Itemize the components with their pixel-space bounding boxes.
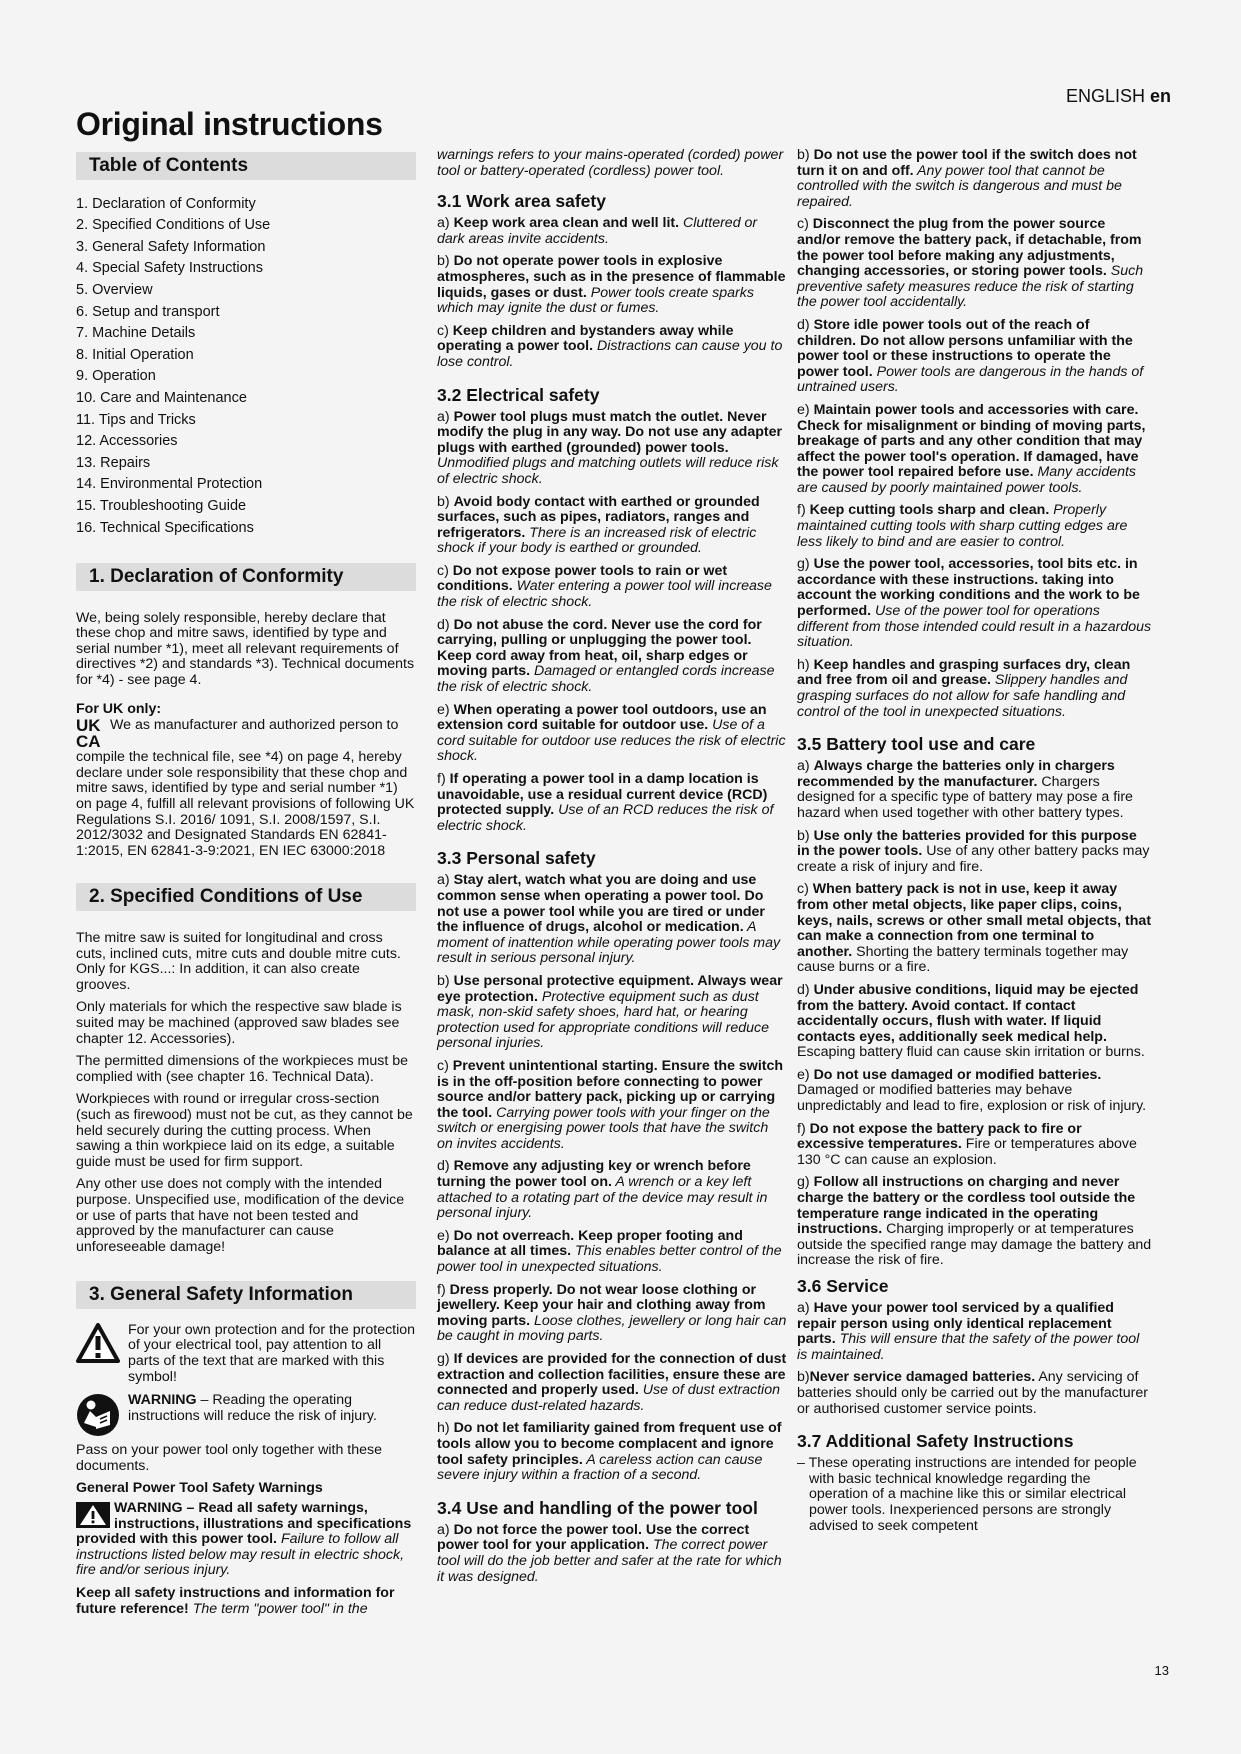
battery-item: b) Use only the batteries provided for this purpose in the power tools. Use of any other battery packs may create a risk of injury and fire. [797, 827, 1150, 875]
uk-only-label: For UK only: [76, 700, 162, 717]
use-handling-item: b) Do not use the power tool if the switch does not turn it on and off. Any power tool that cannot be controlled with the switch is dangerous and must be repaired. [797, 147, 1137, 210]
personal-safety-item: d) Remove any adjusting key or wrench before turning the power tool on. A wrench or a key left attached to a rotating part of the device may result in personal injury. [437, 1158, 768, 1222]
battery-item: a) Always charge the batteries only in chargers recommended by the manufacturer. Chargers designed for a specific type of battery may pose a fire hazard when used together with other battery types. [797, 758, 1133, 821]
work-area-item: b) Do not operate power tools in explosive atmospheres, such as in the presence of flammable liquids, gases or dust. Power tools create sparks which may ignite the dust or fumes. [437, 253, 786, 317]
battery-item: g) Follow all instructions on charging and never charge the battery or the cordless tool outside the temperature range indicated in the operating instructions. Charging improperly or at temperatures outside the specified range may damage the battery and increase the risk of fire. [797, 1174, 1152, 1269]
symbol-note: For your own protection and for the protection of your electrical tool, pay attention to all parts of the text that are marked with this symbol! [76, 1323, 416, 1385]
toc-item[interactable]: 16. Technical Specifications [76, 519, 254, 536]
warnings-continued: warnings refers to your mains-operated (corded) power tool or battery-operated (cordless) power tool. [437, 147, 784, 179]
toc-item[interactable]: 2. Specified Conditions of Use [76, 217, 271, 234]
read-manual-icon [76, 1393, 120, 1437]
battery-heading: 3.5 Battery tool use and care [797, 734, 1036, 755]
conditions-p1b: Only for KGS...: In addition, it can also create grooves. [76, 961, 360, 993]
electrical-item: b) Avoid body contact with earthed or grounded surfaces, such as pipes, radiators, ranges and refrigerators. There is an increased risk of electric shock if your body is earthed or grounded. [437, 493, 760, 557]
electrical-item: c) Do not expose power tools to rain or wet conditions. Water entering a power tool will increase the risk of electric shock. [437, 562, 772, 611]
work-area-heading: 3.1 Work area safety [437, 191, 606, 212]
conditions-p2: Only materials for which the respective saw blade is suited may be machined (approved saw blades see chapter 12. Accessories). [76, 999, 402, 1047]
additional-safety-item: – These operating instructions are intended for people with basic technical knowledge regarding the operation of a machine like this or similar electrical power tools. Inexperienced persons are strongly advised to seek competent [797, 1455, 1137, 1534]
personal-safety-heading: 3.3 Personal safety [437, 848, 596, 869]
conditions-p5: Any other use does not comply with the intended purpose. Unspecified use, modification of the device or use of parts that have not been tested and approved by the manufacturer can cause unforeseeable damage! [76, 1176, 405, 1255]
toc-item[interactable]: 8. Initial Operation [76, 346, 194, 363]
personal-safety-item: g) If devices are provided for the connection of dust extraction and collection facilities, ensure these are connected and properly used. Use of dust extraction can reduce dust-related hazards. [437, 1351, 787, 1414]
service-item: b)Never service damaged batteries. Any servicing of batteries should only be carried out by the manufacturer or authorised customer service points. [797, 1369, 1148, 1417]
use-handling-heading: 3.4 Use and handling of the power tool [437, 1497, 758, 1518]
toc-item[interactable]: 1. Declaration of Conformity [76, 195, 256, 212]
toc-item[interactable]: 10. Care and Maintenance [76, 389, 247, 406]
electrical-heading: 3.2 Electrical safety [437, 384, 600, 405]
use-handling-item: c) Disconnect the plug from the power source and/or remove the battery pack, if detachable, from the power tool before making any adjustments, changing accessories, or storing power tools. Such preventive safety measures reduce the risk of starting the power tool accidentally. [797, 216, 1144, 311]
column-left [76, 152, 416, 1624]
personal-safety-item: f) Dress properly. Do not wear loose clothing or jewellery. Keep your hair and clothing away from moving parts. Loose clothes, jewellery or long hair can be caught in moving parts. [437, 1281, 787, 1345]
work-area-item: c) Keep children and bystanders away while operating a power tool. Distractions can cause you to lose control. [437, 322, 783, 370]
toc-heading: Table of Contents [76, 152, 416, 180]
work-area-item: a) Keep work area clean and well lit. Cluttered or dark areas invite accidents. [437, 215, 758, 247]
toc-item[interactable]: 5. Overview [76, 281, 153, 298]
page-number: 13 [1154, 1663, 1169, 1678]
use-handling-item: a) Do not force the power tool. Use the correct power tool for your application. The correct power tool will do the job better and safer at the rate for which it was designed. [437, 1521, 782, 1585]
use-handling-item: f) Keep cutting tools sharp and clean. Properly maintained cutting tools with sharp cutting edges are less likely to bind and are easier to control. [797, 502, 1128, 550]
ukca-mark-icon: UK CA [76, 716, 101, 752]
electrical-item: e) When operating a power tool outdoors, use an extension cord suitable for outdoor use. Use of a cord suitable for outdoor use reduces the risk of electric shock. [437, 701, 786, 765]
toc-item[interactable]: 12. Accessories [76, 433, 178, 450]
conditions-p3: The permitted dimensions of the workpieces must be complied with (see chapter 16. Technical Data). [76, 1053, 408, 1085]
personal-safety-item: e) Do not overreach. Keep proper footing and balance at all times. This enables better control of the power tool in unexpected situations. [437, 1227, 782, 1276]
electrical-item: d) Do not abuse the cord. Never use the cord for carrying, pulling or unplugging the power tool. Keep cord away from heat, oil, sharp edges or moving parts. Damaged or entangled cords increase the risk of electric shock. [437, 616, 775, 696]
conditions-p1: The mitre saw is suited for longitudinal and cross cuts, inclined cuts, mitre cuts and double mitre cuts. [76, 930, 401, 962]
personal-safety-item: a) Stay alert, watch what you are doing and use common sense when operating a power tool. Do not use a power tool while you are tired or under the influence of drugs, alcohol or medication. A moment of inattention while operating power tools may result in serious personal injury. [437, 872, 781, 967]
additional-safety-heading: 3.7 Additional Safety Instructions [797, 1431, 1074, 1452]
electrical-item: a) Power tool plugs must match the outlet. Never modify the plug in any way. Do not use any adapter plugs with earthed (grounded) power tools. Unmodified plugs and matching outlets will reduce risk of electric shock. [437, 408, 783, 487]
page-title: Original instructions [76, 106, 383, 142]
read-all-warning: WARNING – Read all safety warnings, instructions, illustrations and specifications provided with this power tool. Failure to follow all instructions listed below may result in electric shock, fire and/or serious injury. [76, 1500, 412, 1579]
conditions-p4: Workpieces with round or irregular cross-section (such as firewood) must not be cut, as they cannot be held securely during the cutting process. When sawing a thin workpiece laid on its edge, a suitable guide must be used for firm support. [76, 1091, 413, 1170]
warning-triangle-icon [76, 1323, 120, 1363]
toc-item[interactable]: 14. Environmental Protection [76, 476, 263, 493]
use-handling-item: e) Maintain power tools and accessories with care. Check for misalignment or binding of moving parts, breakage of parts and any other condition that may affect the power tool's operation. If damaged, have the power tool repaired before use. Many accidents are caused by poorly maintained power tools. [797, 401, 1146, 496]
personal-safety-item: b) Use personal protective equipment. Always wear eye protection. Protective equipment such as dust mask, non-skid safety shoes, hard hat, or hearing protection used for appropriate conditions will reduce personal injuries. [437, 972, 783, 1052]
declaration-heading: 1. Declaration of Conformity [76, 563, 416, 591]
use-handling-item: d) Store idle power tools out of the reach of children. Do not allow persons unfamiliar with the power tool or these instructions to operate the power tool. Power tools are dangerous in the hands of untrained users. [797, 316, 1144, 396]
electrical-item: f) If operating a power tool in a damp location is unavoidable, use a residual current device (RCD) protected supply. Use of an RCD reduces the risk of electric shock. [437, 771, 774, 834]
personal-safety-item: h) Do not let familiarity gained from frequent use of tools allow you to become complacent and ignore tool safety principles. A careless action can cause severe injury within a fraction of a second. [437, 1420, 782, 1484]
general-safety-heading: 3. General Safety Information [76, 1281, 416, 1309]
conditions-heading: 2. Specified Conditions of Use [76, 883, 416, 911]
service-item: a) Have your power tool serviced by a qualified repair person using only identical replacement parts. This will ensure that the safety of the power tool is maintained. [797, 1300, 1140, 1363]
toc-item[interactable]: 7. Machine Details [76, 325, 196, 342]
battery-item: d) Under abusive conditions, liquid may be ejected from the battery. Avoid contact. If contact accidentally occurs, flush with water. If liquid contacts eyes, additionally seek medical help. Escaping battery fluid can cause skin irritation or burns. [797, 981, 1145, 1061]
toc-item[interactable]: 3. General Safety Information [76, 238, 266, 255]
toc-item[interactable]: 11. Tips and Tricks [76, 411, 196, 428]
warning-box-icon [76, 1502, 110, 1528]
declaration-text: We, being solely responsible, hereby declare that these chop and mitre saws, identified by type and serial number *1), meet all relevant requirements of directives *2) and standards *3). Technical documents for *4) - see page 4. [76, 609, 415, 689]
column-middle [437, 148, 787, 1592]
column-right [797, 148, 1152, 1534]
toc-item[interactable]: 9. Operation [76, 368, 156, 385]
battery-item: c) When battery pack is not in use, keep it away from other metal objects, like paper clips, coins, keys, nails, screws or other small metal objects, that can make a connection from one terminal to another. Shorting the battery terminals together may cause burns or a fire. [797, 881, 1152, 976]
toc-item[interactable]: 4. Special Safety Instructions [76, 260, 263, 277]
toc-item[interactable]: 15. Troubleshooting Guide [76, 497, 247, 514]
toc-item[interactable]: 13. Repairs [76, 454, 151, 471]
language-label: ENGLISH en [1065, 86, 1171, 106]
use-handling-item: g) Use the power tool, accessories, tool bits etc. in accordance with these instructions. taking into account the working conditions and the work to be performed. Use of the power tool for operations different from those intended could result in a hazardous situation. [797, 556, 1152, 651]
use-handling-item: h) Keep handles and grasping surfaces dry, clean and free from oil and grease. Slippery handles and grasping surfaces do not allow for safe handling and control of the tool in unexpected situations. [797, 656, 1131, 720]
personal-safety-item: c) Prevent unintentional starting. Ensure the switch is in the off-position before connecting to power source and/or battery pack, picking up or carrying the tool. Carrying power tools with your finger on the switch or energising power tools that have the switch on invites accidents. [437, 1057, 784, 1152]
uk-declaration: UK CAWe as manufacturer and authorized person to compile the technical file, see *4) on page 4, hereby declare under sole responsibility that these chop and mitre saws, identified by type and serial number *1) on page 4, fulfill all relevant provisions of following UK Regulations S.I. 2016/ 1091, S.I. 2008/1597, S.I. 2012/3032 and Designated Standards EN 62841-1:2015, EN 62841-3-9:2021, EN IEC 63000:2018 [76, 716, 415, 859]
service-heading: 3.6 Service [797, 1276, 889, 1296]
table-of-contents [76, 194, 416, 540]
battery-item: e) Do not use damaged or modified batteries. Damaged or modified batteries may behave unpredictably and lead to fire, explosion or risk of injury. [797, 1066, 1147, 1115]
battery-item: f) Do not expose the battery pack to fire or excessive temperatures. Fire or temperatures above 130 °C can cause an explosion. [797, 1120, 1137, 1168]
general-warnings-title: General Power Tool Safety Warnings [76, 1480, 323, 1497]
pass-on-text: Pass on your power tool only together with these documents. [76, 1442, 382, 1474]
toc-item[interactable]: 6. Setup and transport [76, 303, 220, 320]
reading-warning: WARNING – Reading the operating instructions will reduce the risk of injury. [76, 1393, 416, 1437]
keep-instructions: Keep all safety instructions and information for future reference! The term "power tool" in the [76, 1585, 395, 1617]
